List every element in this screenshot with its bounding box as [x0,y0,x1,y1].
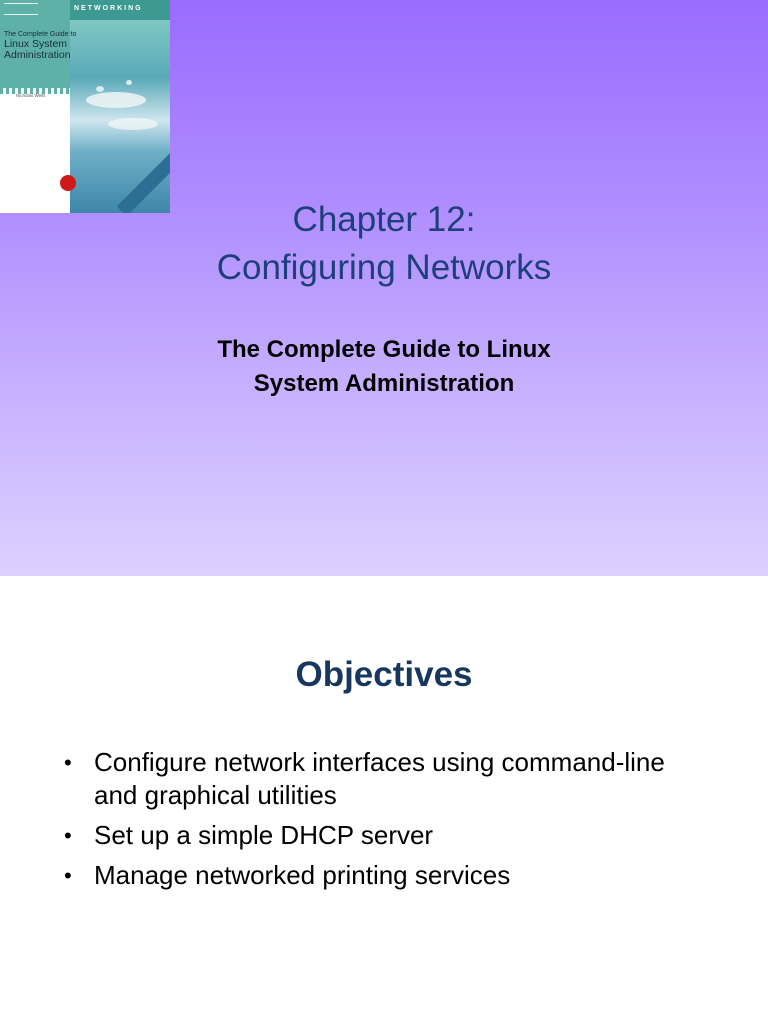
cover-author: Nicholas Wells [16,93,46,98]
list-item: • Configure network interfaces using command-line and graphical utilities [64,746,704,812]
subtitle-line2: System Administration [253,370,515,397]
subtitle-line1: The Complete Guide to Linux [217,336,551,363]
chapter-number: Chapter 12: [292,200,476,239]
chapter-name: Configuring Networks [216,248,552,287]
bird-icon [96,86,104,92]
list-item: • Manage networked printing services [64,859,704,892]
objectives-list [64,746,704,899]
objectives-title: Objectives [295,655,473,694]
book-subtitle [0,333,768,401]
book-cover-image [0,0,170,213]
cover-series-label: NETWORKING [74,5,143,12]
cloud-icon [86,92,146,108]
cover-title-small: The Complete Guide to [4,31,77,38]
red-badge-icon [60,175,76,191]
cover-title-line1: Linux System [4,38,68,50]
cloud-icon [108,118,158,130]
cover-title [4,30,104,61]
list-item: • Set up a simple DHCP server [64,819,704,852]
publisher-logo-icon [4,3,38,15]
cover-title-line2: Administration [4,49,71,61]
chapter-title [0,196,768,292]
bird-icon [126,80,132,85]
